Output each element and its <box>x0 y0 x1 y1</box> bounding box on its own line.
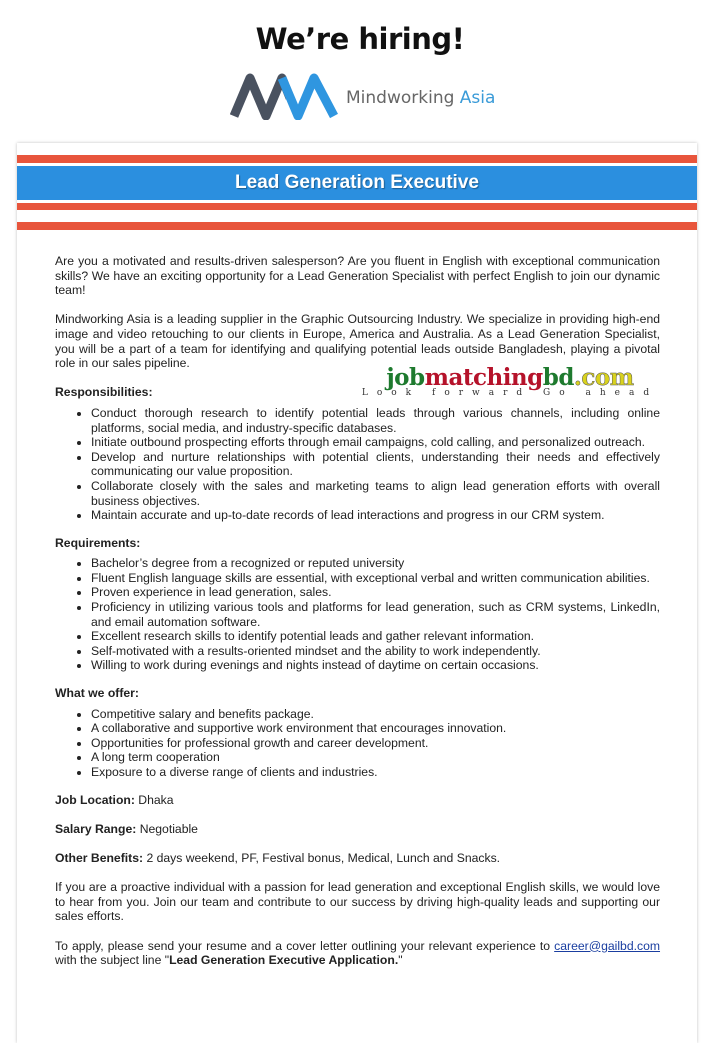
benefits-label: Other Benefits: <box>55 850 144 865</box>
email-link[interactable]: career@gailbd.com <box>554 938 661 953</box>
list-item: • Self-motivated with a results-oriented mindset and the ability to work independently. <box>91 644 660 659</box>
salary-label: Salary Range: <box>55 821 137 836</box>
requirements-list <box>55 556 660 673</box>
company-name: Mindworking <box>346 88 455 108</box>
closing-paragraph: If you are a proactive individual with a passion for lead generation and exceptional English skills, we would love to hear from you. Join our team and contribute to our success by driving high-quality leads and supporting our sales efforts. <box>55 880 660 924</box>
salary-range <box>55 822 660 837</box>
apply-text: To apply, please send your resume and a cover letter outlining your relevant experience to <box>55 938 551 953</box>
stripe-divider <box>17 155 697 163</box>
watermark-text: bd <box>542 364 574 391</box>
offer-heading: What we offer: <box>55 686 139 701</box>
location-label: Job Location: <box>55 792 135 807</box>
benefits-value: 2 days weekend, PF, Festival bonus, Medical, Lunch and Snacks. <box>146 850 501 865</box>
watermark-text: matching <box>424 364 543 391</box>
offer-list <box>55 707 660 780</box>
watermark-text: .com <box>573 364 634 391</box>
list-item: • A collaborative and supportive work environment that encourages innovation. <box>91 721 660 736</box>
watermark-text: job <box>386 364 425 391</box>
list-item: • Maintain accurate and up-to-date records of lead interactions and progress in our CRM system. <box>91 508 660 523</box>
intro-paragraph: Are you a motivated and results-driven salesperson? Are you fluent in English with exceptional communication skills? We have an exciting opportunity for a Lead Generation Specialist with perfect English to join our dynamic team! <box>55 254 660 298</box>
responsibilities-heading: Responsibilities: <box>55 385 153 400</box>
hiring-headline: We’re hiring! <box>255 22 465 56</box>
job-location <box>55 793 660 808</box>
salary-value: Negotiable <box>139 821 198 836</box>
list-item: • Opportunities for professional growth and career development. <box>91 736 660 751</box>
list-item: • Exposure to a diverse range of clients and industries. <box>91 765 660 780</box>
stripe-divider <box>17 203 697 210</box>
email-subject: Lead Generation Executive Application. <box>169 953 399 968</box>
responsibilities-list <box>55 406 660 523</box>
company-paragraph: Mindworking Asia is a leading supplier in the Graphic Outsourcing Industry. We specialize in providing high-end image and video retouching to our clients in Europe, America and Australia. As a Lead Generation Specialist, you will be a part of a team for identifying and qualifying potential leads outside Bangladesh, playing a pivotal role in our sales pipeline. <box>55 312 660 371</box>
other-benefits <box>55 851 660 866</box>
list-item: • Proven experience in lead generation, sales. <box>91 585 660 600</box>
list-item: • Initiate outbound prospecting efforts through email campaigns, cold calling, and personalized outreach. <box>91 435 660 450</box>
watermark-logo <box>360 366 660 398</box>
list-item: • Excellent research skills to identify potential leads and gather relevant information. <box>91 629 660 644</box>
title-banner <box>17 166 697 200</box>
requirements-heading: Requirements: <box>55 535 141 550</box>
watermark-tagline: Look forward Go ahead <box>361 388 659 398</box>
list-item: • Proficiency in utilizing various tools and platforms for lead generation, such as CRM systems, LinkedIn, and email automation software. <box>91 600 660 629</box>
location-value: Dhaka <box>138 792 174 807</box>
list-item: • Fluent English language skills are essential, with exceptional verbal and written communication abilities. <box>91 571 660 586</box>
list-item: • Competitive salary and benefits package. <box>91 707 660 722</box>
list-item: • Willing to work during evenings and nights instead of daytime on certain occasions. <box>91 658 660 673</box>
mwa-logo-icon <box>230 72 338 120</box>
stripe-divider <box>17 222 697 230</box>
company-logo <box>230 72 495 120</box>
job-title: Lead Generation Executive <box>235 172 479 193</box>
list-item: • Develop and nurture relationships with potential clients, understanding their needs and effectively communicating our value proposition. <box>91 450 660 479</box>
list-item: • Bachelor’s degree from a recognized or reputed university <box>91 556 660 571</box>
apply-text: with the subject line " <box>55 953 170 968</box>
apply-text: " <box>398 953 403 968</box>
company-name-asia: Asia <box>459 88 496 108</box>
list-item: • A long term cooperation <box>91 750 660 765</box>
apply-paragraph <box>55 939 660 968</box>
list-item: • Collaborate closely with the sales and marketing teams to align lead generation efforts with overall business objectives. <box>91 479 660 508</box>
list-item: • Conduct thorough research to identify potential leads through various channels, including online platforms, social media, and industry-specific databases. <box>91 406 660 435</box>
